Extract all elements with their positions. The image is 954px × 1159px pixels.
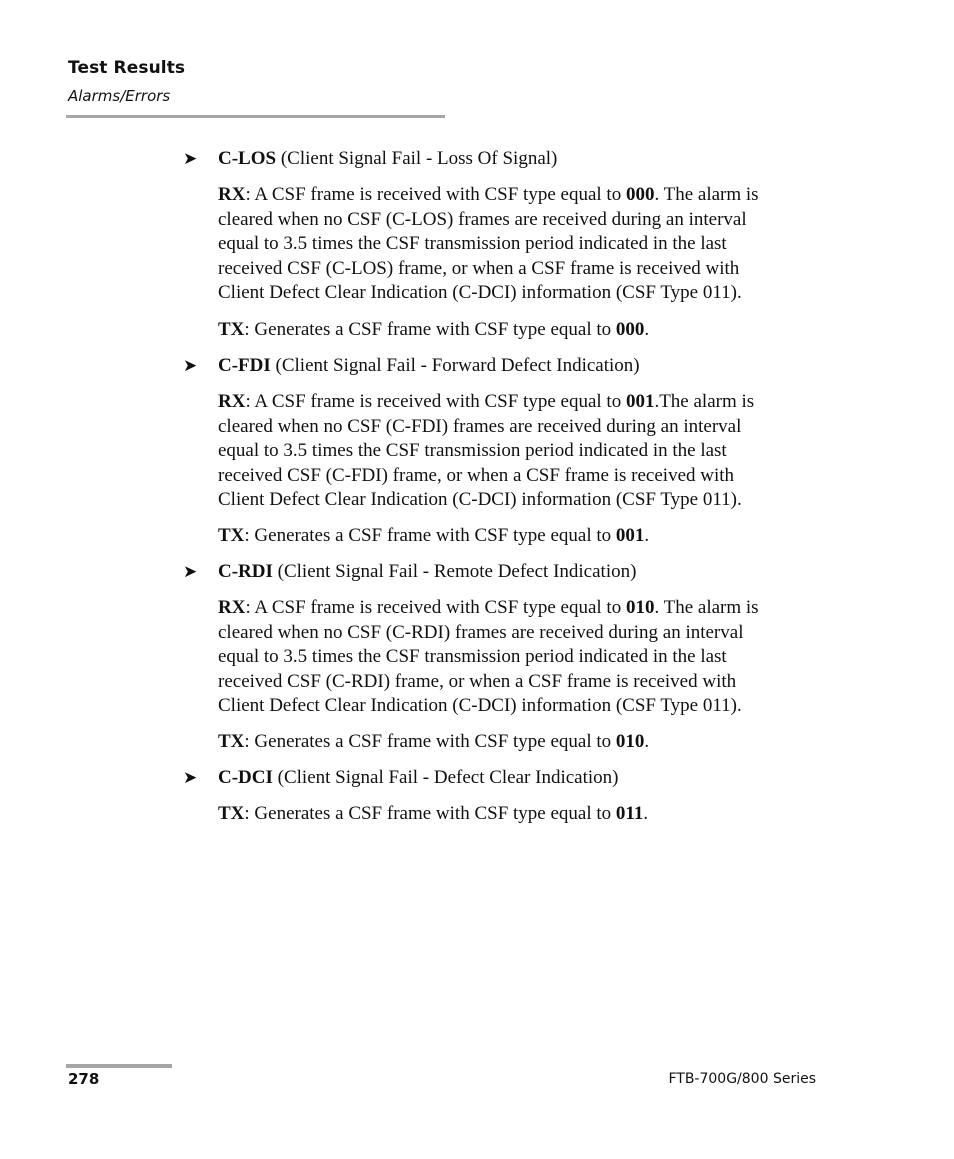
rx-label: RX (218, 391, 246, 412)
tx-paragraph-c-dci (218, 802, 818, 827)
alarm-heading-c-los (218, 147, 557, 172)
line-text: . (643, 803, 649, 824)
bullet-arrow-icon: ➤ (183, 768, 198, 788)
tx-label: TX (218, 525, 245, 546)
para-line (218, 390, 818, 415)
para-line: equal to 3.5 times the CSF transmission period indicated in the last (218, 233, 727, 254)
line-text: . (644, 731, 650, 752)
tx-paragraph-c-fdi (218, 524, 818, 549)
para-line: Client Defect Clear Indication (C-DCI) information (CSF Type 011). (218, 695, 742, 716)
para-line (218, 318, 818, 343)
csf-type-value: 010 (615, 731, 645, 752)
line-text: : A CSF frame is received with CSF type equal to (245, 391, 626, 412)
rx-paragraph-c-fdi (218, 390, 818, 513)
line-text: : A CSF frame is received with CSF type equal to (245, 597, 626, 618)
alarm-description: (Client Signal Fail - Forward Defect Indication) (270, 355, 640, 376)
para-line: equal to 3.5 times the CSF transmission period indicated in the last (218, 440, 727, 461)
alarm-heading-c-rdi (218, 560, 636, 585)
para-line: Client Defect Clear Indication (C-DCI) information (CSF Type 011). (218, 282, 742, 303)
alarm-code: C-RDI (218, 561, 273, 582)
para-line: cleared when no CSF (C-LOS) frames are received during an interval (218, 208, 747, 230)
para-line (218, 596, 818, 621)
tx-label: TX (218, 803, 245, 824)
alarm-code: C-DCI (218, 767, 273, 788)
bullet-arrow-icon: ➤ (183, 149, 198, 169)
tx-paragraph-c-los (218, 318, 818, 343)
para-line (218, 524, 818, 549)
para-line: cleared when no CSF (C-FDI) frames are received during an interval (218, 415, 742, 437)
rx-paragraph-c-los (218, 183, 818, 306)
line-text: : A CSF frame is received with CSF type equal to (245, 184, 626, 205)
para-line: received CSF (C-RDI) frame, or when a CSF frame is received with (218, 670, 737, 692)
csf-type-value: 001 (615, 525, 645, 546)
line-text: : Generates a CSF frame with CSF type equal to (244, 525, 616, 546)
line-text: : Generates a CSF frame with CSF type equal to (244, 731, 616, 752)
bullet-arrow-icon: ➤ (183, 562, 198, 582)
alarm-heading-c-fdi (218, 354, 640, 379)
alarm-description: (Client Signal Fail - Remote Defect Indication) (272, 561, 637, 582)
csf-type-value: 010 (625, 597, 655, 618)
para-line: Client Defect Clear Indication (C-DCI) information (CSF Type 011). (218, 489, 742, 510)
para-line (218, 183, 818, 208)
rx-label: RX (218, 184, 246, 205)
header-title: Test Results (68, 58, 186, 78)
alarm-description: (Client Signal Fail - Defect Clear Indication) (272, 767, 619, 788)
line-text: . The alarm is (654, 184, 759, 205)
csf-type-value: 001 (625, 391, 655, 412)
line-text: . The alarm is (654, 597, 759, 618)
rx-label: RX (218, 597, 246, 618)
alarm-code: C-FDI (218, 355, 271, 376)
alarm-heading-c-dci (218, 766, 618, 791)
product-series: FTB-700G/800 Series (668, 1071, 816, 1087)
para-line: cleared when no CSF (C-RDI) frames are received during an interval (218, 621, 744, 643)
header-rule (66, 115, 445, 118)
tx-label: TX (218, 319, 245, 340)
rx-paragraph-c-rdi (218, 596, 818, 719)
tx-paragraph-c-rdi (218, 730, 818, 755)
csf-type-value: 011 (615, 803, 644, 824)
page-number: 278 (68, 1070, 100, 1088)
para-line (218, 730, 818, 755)
csf-type-value: 000 (615, 319, 645, 340)
header-subtitle: Alarms/Errors (68, 87, 171, 105)
line-text: : Generates a CSF frame with CSF type equal to (244, 803, 616, 824)
footer-rule (66, 1064, 172, 1068)
line-text: : Generates a CSF frame with CSF type equal to (244, 319, 616, 340)
alarm-description: (Client Signal Fail - Loss Of Signal) (276, 148, 558, 169)
line-text: .The alarm is (654, 391, 755, 412)
para-line: equal to 3.5 times the CSF transmission period indicated in the last (218, 646, 727, 667)
para-line (218, 802, 818, 827)
line-text: . (644, 525, 650, 546)
line-text: . (644, 319, 650, 340)
para-line: received CSF (C-LOS) frame, or when a CSF frame is received with (218, 257, 740, 279)
tx-label: TX (218, 731, 245, 752)
bullet-arrow-icon: ➤ (183, 356, 198, 376)
para-line: received CSF (C-FDI) frame, or when a CSF frame is received with (218, 464, 735, 486)
csf-type-value: 000 (625, 184, 655, 205)
alarm-code: C-LOS (218, 148, 277, 169)
